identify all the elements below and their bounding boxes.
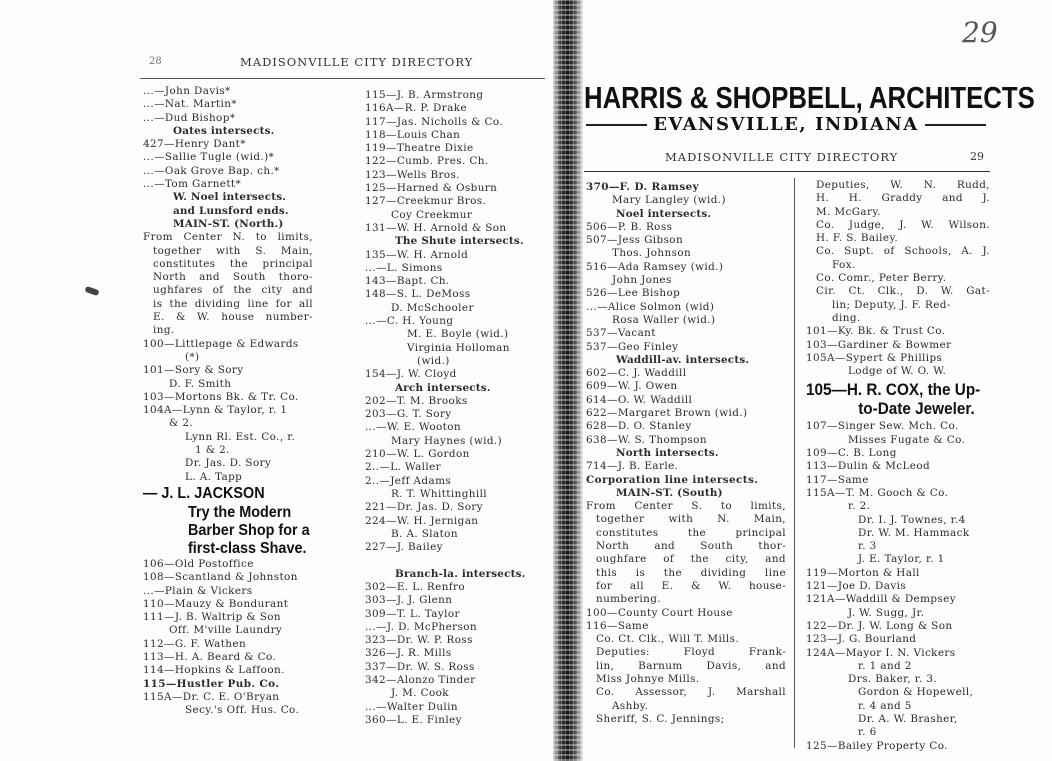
street-intersection-heading: Noel intersects. — [616, 207, 712, 220]
rule — [925, 124, 986, 126]
directory-entry: ding. — [832, 311, 861, 324]
advertisement-city-line — [586, 114, 986, 135]
directory-entry: ...—Dud Bishop* — [143, 111, 236, 124]
directory-entry: 118—Louis Chan — [365, 128, 461, 141]
right-page-number: 29 — [970, 150, 984, 163]
directory-entry: ...—C. H. Young — [365, 315, 454, 328]
directory-entry: 303—J. J. Glenn — [365, 594, 453, 607]
directory-entry — [365, 554, 543, 567]
directory-entry: 122—Cumb. Pres. Ch. — [365, 155, 489, 168]
header-rule — [140, 78, 545, 79]
directory-entry: 622—Margaret Brown (wid.) — [586, 407, 748, 420]
right-running-title: MADISONVILLE CITY DIRECTORY — [665, 150, 899, 164]
directory-entry: 148—S. L. DeMoss — [365, 288, 471, 301]
directory-entry: ...—John Davis* — [143, 85, 231, 97]
directory-entry: 210—W. L. Gordon — [365, 448, 470, 461]
directory-entry: 526—Lee Bishop — [586, 287, 681, 300]
directory-entry: North and South thoro- — [153, 271, 313, 284]
directory-entry: 122—Dr. J. W. Long & Son — [806, 619, 953, 632]
directory-entry: 101—Ky. Bk. & Trust Co. — [806, 325, 946, 338]
advertisement-line: Try the Modern — [188, 503, 292, 521]
street-intersection-heading: Arch intersects. — [395, 381, 491, 394]
directory-entry: M. E. Boyle (wid.) — [407, 328, 509, 341]
directory-entry: 202—T. M. Brooks — [365, 394, 468, 407]
directory-entry: 714—J. B. Earle. — [586, 460, 679, 473]
right-column-1 — [586, 181, 786, 726]
directory-entry: 103—Gardiner & Bowmer — [806, 338, 952, 351]
directory-entry: Dr. I. J. Townes, r.4 — [858, 513, 966, 526]
directory-entry: 135—W. H. Arnold — [365, 248, 469, 261]
directory-entry: 111—J. B. Waltrip & Son — [143, 611, 281, 624]
directory-entry: 112—G. F. Wathen — [143, 637, 247, 650]
directory-entry: Deputies: Floyd Frank- — [596, 646, 786, 659]
rule — [586, 124, 647, 126]
directory-entry: 609—W. J. Owen — [586, 380, 678, 393]
directory-entry: 370—F. D. Ramsey — [586, 181, 700, 193]
directory-entry: 309—T. L. Taylor — [365, 607, 460, 620]
directory-entry: 602—C. J. Waddill — [586, 367, 687, 380]
directory-entry: 323—Dr. W. P. Ross — [365, 634, 473, 647]
directory-entry: Lynn Rl. Est. Co., r. — [185, 430, 296, 443]
directory-entry: 115A—T. M. Gooch & Co. — [806, 486, 949, 499]
directory-entry: r. 2. — [848, 500, 871, 513]
directory-entry: J. M. Cook — [391, 687, 449, 700]
directory-entry: constitutes the principal — [153, 257, 313, 270]
directory-entry: (wid.) — [417, 354, 450, 367]
directory-entry: 224—W. H. Jernigan — [365, 514, 479, 527]
directory-entry: 203—G. T. Sory — [365, 408, 452, 421]
directory-entry: 104A—Lynn & Taylor, r. 1 — [143, 404, 288, 417]
scan-mark — [84, 286, 99, 296]
directory-entry: 103—Mortons Bk. & Tr. Co. — [143, 390, 299, 403]
directory-entry: Co. Comr., Peter Berry. — [816, 272, 947, 285]
directory-entry: 116—Same — [586, 619, 649, 632]
directory-entry: ...—L. Simons — [365, 261, 443, 274]
directory-entry: ...—Sallie Tugle (wid.)* — [143, 151, 275, 164]
directory-entry: Misses Fugate & Co. — [848, 433, 966, 446]
directory-entry: E. & W. house number- — [153, 311, 313, 324]
directory-entry: 302—E. L. Renfro — [365, 580, 466, 593]
directory-entry: 109—C. B. Long — [806, 447, 897, 460]
directory-entry: oughfare of the city, and — [596, 553, 786, 566]
header-rule — [584, 171, 990, 172]
street-intersection-heading: MAIN-ST. (North.) — [173, 217, 284, 230]
directory-entry: R. T. Whittinghill — [391, 487, 488, 500]
directory-entry: 114—Hopkins & Laffoon. — [143, 664, 285, 677]
advertisement-line: Barber Shop for a — [188, 521, 310, 539]
directory-entry: Co. Ct. Clk., Will T. Mills. — [596, 633, 740, 646]
directory-entry: 506—P. B. Ross — [586, 220, 673, 233]
directory-entry: Drs. Baker, r. 3. — [848, 673, 938, 686]
directory-entry: Lodge of W. O. W. — [848, 365, 947, 378]
directory-entry: Deputies, W. N. Rudd, — [816, 179, 990, 191]
directory-entry: 537—Geo Finley — [586, 340, 679, 353]
directory-entry: Corporation line intersects. — [586, 473, 759, 486]
directory-entry: is the dividing line for all — [153, 297, 313, 310]
directory-entry: Cir. Ct. Clk., D. W. Gat- — [816, 285, 990, 298]
directory-entry: this is the dividing line — [596, 566, 786, 579]
directory-entry: 360—L. E. Finley — [365, 713, 462, 726]
directory-entry: numbering. — [596, 593, 661, 606]
directory-entry: 628—D. O. Stanley — [586, 420, 692, 433]
directory-entry: 537—Vacant — [586, 327, 656, 340]
street-intersection-heading: W. Noel intersects. — [173, 191, 287, 204]
directory-entry: North and South thor- — [596, 540, 786, 553]
directory-entry: Dr. Jas. D. Sory — [185, 457, 272, 470]
street-intersection-heading: Waddill-av. intersects. — [616, 353, 750, 366]
left-page-number: 28 — [149, 56, 162, 67]
advertisement-line: 105—H. R. COX, the Up- — [806, 380, 981, 400]
directory-entry: (*) — [185, 350, 200, 363]
directory-entry: ughfares of the city and — [153, 284, 313, 297]
directory-entry: 143—Bapt. Ch. — [365, 275, 450, 288]
directory-entry: Co. Judge, J. W. Wilson. — [816, 218, 990, 231]
directory-entry: r. 3 — [858, 540, 877, 553]
directory-entry: Gordon & Hopewell, — [858, 686, 974, 699]
directory-entry: Mary Langley (wid.) — [612, 194, 726, 207]
directory-entry: lin, Barnum Davis, and — [596, 659, 786, 672]
directory-entry: r. 1 and 2 — [858, 659, 912, 672]
directory-entry: 507—Jess Gibson — [586, 234, 684, 247]
directory-entry: ...—Alice Solmon (wid) — [586, 300, 715, 313]
directory-entry: Ashby. — [612, 699, 649, 712]
directory-entry: John Jones — [612, 274, 672, 287]
directory-entry: 121—Joe D. Davis — [806, 580, 907, 593]
directory-entry: Dr. W. M. Hammack — [858, 526, 970, 539]
right-column-2 — [806, 179, 990, 753]
directory-entry: From Center S. to limits, — [586, 500, 786, 513]
directory-entry: 131—W. H. Arnold & Son — [365, 221, 507, 234]
directory-entry: 342—Alonzo Tinder — [365, 674, 476, 687]
street-intersection-heading: MAIN-ST. (South) — [616, 486, 723, 499]
directory-entry: r. 4 and 5 — [858, 699, 912, 712]
directory-entry: 100—Littlepage & Edwards — [143, 337, 299, 350]
directory-entry: ing. — [153, 324, 175, 337]
directory-entry: 101—Sory & Sory — [143, 364, 244, 377]
street-intersection-heading: North intersects. — [616, 446, 719, 459]
directory-entry: 337—Dr. W. S. Ross — [365, 660, 475, 673]
handwritten-page-number: 29 — [962, 16, 998, 49]
street-intersection-heading: and Lunsford ends. — [173, 204, 289, 217]
directory-entry: 115—J. B. Armstrong — [365, 89, 484, 101]
directory-entry: Miss Johnye Mills. — [596, 672, 700, 685]
directory-entry: Co. Supt. of Schools, A. J. — [816, 245, 990, 258]
directory-entry: L. A. Tapp — [185, 470, 243, 483]
directory-entry: 227—J. Bailey — [365, 541, 443, 554]
directory-entry: Co. Assessor, J. Marshall — [596, 686, 786, 699]
directory-entry: Mary Haynes (wid.) — [391, 434, 503, 447]
directory-entry: 105A—Sypert & Phillips — [806, 351, 943, 364]
book-spine-gutter — [553, 0, 583, 761]
directory-entry: 113—H. A. Beard & Co. — [143, 650, 277, 663]
directory-entry: together with S. Main, — [153, 244, 313, 257]
directory-entry: 427—Henry Dant* — [143, 138, 246, 151]
directory-entry: 117—Jas. Nicholls & Co. — [365, 115, 504, 128]
directory-entry: ...—W. E. Wooton — [365, 421, 461, 434]
directory-entry: 121A—Waddill & Dempsey — [806, 593, 956, 606]
advertisement-line: first-class Shave. — [188, 539, 307, 557]
directory-entry: & 2. — [169, 417, 194, 430]
directory-entry: 125—Harned & Osburn — [365, 182, 498, 195]
directory-entry: Fox. — [832, 258, 856, 271]
directory-entry: 125—Bailey Property Co. — [806, 739, 948, 752]
advertisement-line: — J. L. JACKSON — [143, 484, 265, 502]
directory-entry: ...—J. D. McPherson — [365, 620, 477, 633]
directory-entry: 115A—Dr. C. E. O'Bryan — [143, 690, 280, 703]
advertisement-line: to-Date Jeweler. — [858, 399, 975, 419]
directory-entry: for all E. & W. house- — [596, 579, 786, 592]
directory-entry: ...—Tom Garnett* — [143, 178, 242, 191]
directory-entry: J. E. Taylor, r. 1 — [858, 553, 945, 566]
directory-entry: 638—W. S. Thompson — [586, 433, 707, 446]
directory-entry: ...—Walter Dulin — [365, 700, 458, 713]
directory-entry: 106—Old Postoffice — [143, 557, 254, 570]
directory-entry: 110—Mauzy & Bondurant — [143, 597, 289, 610]
directory-entry: Secy.'s Off. Hus. Co. — [185, 704, 300, 717]
directory-entry: J. W. Sugg, Jr. — [848, 606, 925, 619]
directory-entry: H. F. S. Bailey. — [816, 232, 899, 245]
directory-entry: 119—Theatre Dixie — [365, 142, 474, 155]
column-divider — [794, 178, 795, 748]
directory-entry: 113—Dulin & McLeod — [806, 460, 931, 473]
directory-entry: 108—Scantland & Johnston — [143, 571, 298, 584]
directory-entry: Sheriff, S. C. Jennings; — [596, 712, 725, 725]
left-column-1 — [143, 85, 313, 717]
street-intersection-heading: Oates intersects. — [173, 124, 275, 137]
directory-entry: ...—Oak Grove Bap. ch.* — [143, 164, 280, 177]
directory-entry: 116A—R. P. Drake — [365, 102, 467, 115]
left-column-2 — [365, 89, 543, 727]
directory-entry: 123—Wells Bros. — [365, 168, 460, 181]
directory-entry: 326—J. R. Mills — [365, 647, 452, 660]
directory-entry: 100—County Court House — [586, 606, 733, 619]
directory-entry: ...—Nat. Martin* — [143, 98, 237, 111]
directory-entry: From Center N. to limits, — [143, 231, 313, 244]
directory-entry: lin; Deputy, J. F. Red- — [832, 298, 951, 311]
directory-entry: Virginia Holloman — [407, 341, 510, 354]
directory-entry: 614—O. W. Waddill — [586, 393, 693, 406]
advertisement-city: EVANSVILLE, INDIANA — [653, 114, 919, 135]
directory-entry: Off. M'ville Laundry — [169, 624, 283, 637]
directory-entry: 154—J. W. Cloyd — [365, 368, 457, 381]
directory-entry: 123—J. G. Bourland — [806, 633, 917, 646]
directory-entry: r. 6 — [858, 726, 877, 739]
directory-entry: 2..—Jeff Adams — [365, 474, 452, 487]
directory-entry: D. F. Smith — [169, 377, 232, 390]
street-intersection-heading: The Shute intersects. — [395, 235, 524, 248]
directory-entry: 516—Ada Ramsey (wid.) — [586, 260, 724, 273]
directory-entry: B. A. Slaton — [391, 527, 458, 540]
street-intersection-heading: Branch-la. intersects. — [395, 567, 526, 580]
directory-entry: 2..—L. Waller — [365, 461, 442, 474]
directory-entry: 119—Morton & Hall — [806, 566, 920, 579]
directory-entry: 124A—Mayor I. N. Vickers — [806, 646, 956, 659]
directory-entry: D. McSchooler — [391, 301, 474, 314]
left-running-title: MADISONVILLE CITY DIRECTORY — [240, 55, 474, 69]
directory-entry: 221—Dr. Jas. D. Sory — [365, 501, 484, 514]
directory-entry: 107—Singer Sew. Mch. Co. — [806, 420, 959, 433]
directory-entry: Coy Creekmur — [391, 208, 473, 221]
architects-advertisement: HARRIS & SHOPBELL, ARCHITECTS — [584, 80, 1035, 115]
directory-entry: together with N. Main, — [596, 513, 786, 526]
directory-entry: 1 & 2. — [195, 444, 230, 457]
directory-entry: M. McGary. — [816, 205, 881, 218]
directory-entry: 115—Hustler Pub. Co. — [143, 677, 280, 690]
directory-entry: constitutes the principal — [596, 526, 786, 539]
directory-entry: Thos. Johnson — [612, 247, 692, 260]
directory-entry: 117—Same — [806, 473, 869, 486]
directory-entry: H. H. Graddy and J. — [816, 192, 990, 205]
directory-entry: Dr. A. W. Brasher, — [858, 712, 958, 725]
directory-entry: Rosa Waller (wid.) — [612, 313, 716, 326]
directory-entry: 127—Creekmur Bros. — [365, 195, 487, 208]
directory-entry: ...—Plain & Vickers — [143, 584, 253, 597]
